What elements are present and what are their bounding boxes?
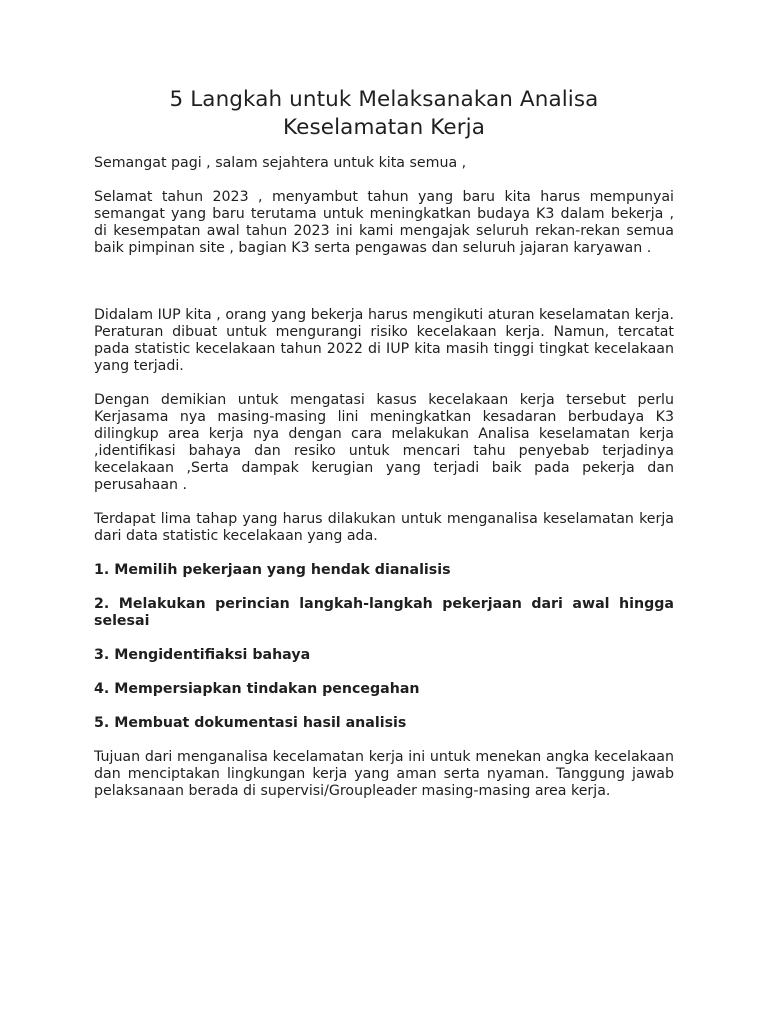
closing-paragraph: Tujuan dari menganalisa kecelamatan kerja ini untuk menekan angka kecelakaan dan menciptakan lingkungan kerja yang aman serta nyaman. Tanggung jawab pelaksanaan berada di supervisi/Groupleader masing-masing area kerja. <box>94 749 674 799</box>
iup-paragraph: Didalam IUP kita , orang yang bekerja harus mengikuti aturan keselamatan kerja. Peraturan dibuat untuk mengurangi risiko kecelakaan kerja. Namun, tercatat pada statistic kecelakaan tahun 2022 di IUP kita masih tinggi tingkat kecelakaan yang terjadi. <box>94 307 674 374</box>
greeting-paragraph: Semangat pagi , salam sejahtera untuk kita semua , <box>94 155 467 171</box>
title-line-2: Keselamatan Kerja <box>283 115 485 140</box>
page-title <box>94 86 674 142</box>
title-line-1: 5 Langkah untuk Melaksanakan Analisa <box>169 87 599 112</box>
step-item-2: 2. Melakukan perincian langkah-langkah pekerjaan dari awal hingga selesai <box>94 596 674 629</box>
tahap-paragraph: Terdapat lima tahap yang harus dilakukan untuk menganalisa keselamatan kerja dari data statistic kecelakaan yang ada. <box>94 511 674 544</box>
kerjasama-paragraph: Dengan demikian untuk mengatasi kasus kecelakaan kerja tersebut perlu Kerjasama nya masing-masing lini meningkatkan kesadaran berbudaya K3 dilingkup area kerja nya dengan cara melakukan Analisa keselamatan kerja ,identifikasi bahaya dan resiko untuk mencari tahu penyebab terjadinya kecelakaan ,Serta dampak kerugian yang terjadi baik pada pekerja dan perusahaan . <box>94 392 674 493</box>
step-item-5: 5. Membuat dokumentasi hasil analisis <box>94 715 407 731</box>
intro-paragraph: Selamat tahun 2023 , menyambut tahun yang baru kita harus mempunyai semangat yang baru terutama untuk meningkatkan budaya K3 dalam bekerja , di kesempatan awal tahun 2023 ini kami mengajak seluruh rekan-rekan semua baik pimpinan site , bagian K3 serta pengawas dan seluruh jajaran karyawan . <box>94 189 674 256</box>
step-item-1: 1. Memilih pekerjaan yang hendak dianalisis <box>94 562 451 578</box>
step-item-4: 4. Mempersiapkan tindakan pencegahan <box>94 681 420 697</box>
step-item-3: 3. Mengidentifiaksi bahaya <box>94 647 311 663</box>
